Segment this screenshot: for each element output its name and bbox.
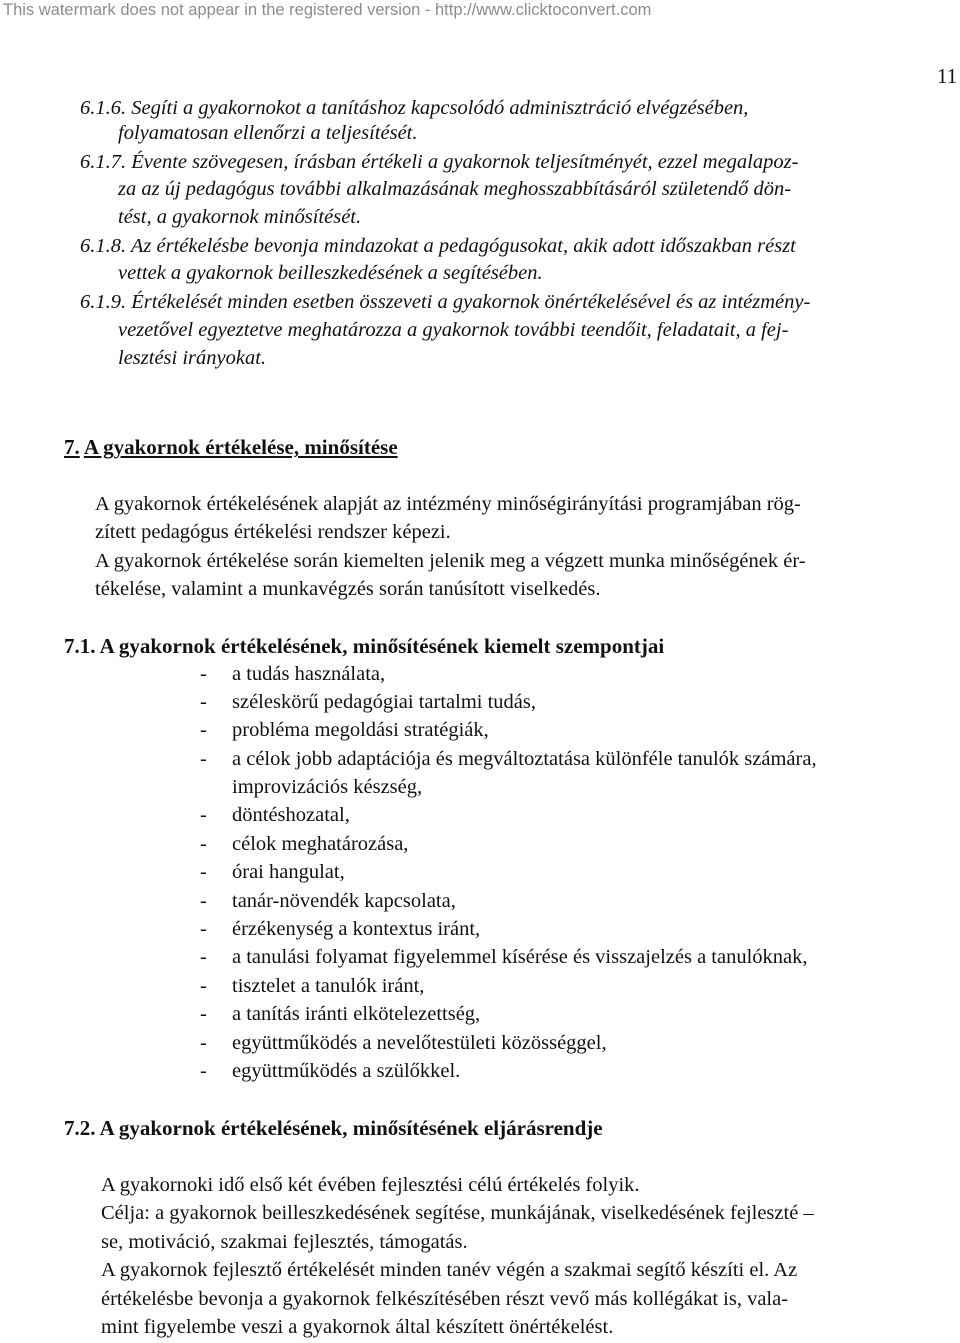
list-dash: -: [200, 804, 207, 826]
list-dash: -: [200, 663, 207, 685]
page-number: 11: [937, 64, 958, 88]
list-dash: -: [200, 1060, 207, 1082]
section-7-para-2-line-1: A gyakornok értékelése során kiemelten jelenik meg a végzett munka minőségének ér-: [95, 550, 806, 572]
list-item: - széleskörű pedagógiai tartalmi tudás,: [200, 688, 536, 716]
section-7-title: A gyakornok értékelése, minősítése: [83, 435, 398, 459]
list-dash: -: [200, 975, 207, 997]
section-7-2-line-5: értékelésbe bevonja a gyakornok felkészítésében részt vevő más kollégákat is, vala-: [101, 1288, 789, 1310]
list-dash: -: [200, 1032, 207, 1054]
section-7-2-line-4: A gyakornok fejlesztő értékelését minden tanév végén a szakmai segítő készíti el. Az: [101, 1259, 798, 1281]
section-7-1-heading: 7.1. A gyakornok értékelésének, minősítésének kiemelt szempontjai: [64, 634, 665, 658]
section-7-2-heading: 7.2. A gyakornok értékelésének, minősítésének eljárásrendje: [64, 1116, 603, 1140]
list-dash: -: [200, 918, 207, 940]
watermark-link[interactable]: http://www.clicktoconvert.com: [434, 1, 652, 19]
item-6-1-7-line-2: za az új pedagógus további alkalmazásának meghosszabbításáról születendő dön-: [118, 178, 792, 200]
item-6-1-9-line-3: lesztési irányokat.: [118, 347, 267, 369]
list-item: - együttműködés a szülőkkel.: [200, 1057, 460, 1085]
list-item: - döntéshozatal,: [200, 801, 350, 829]
item-6-1-7-line-1: 6.1.7. Évente szövegesen, írásban értékeli a gyakornok teljesítményét, ezzel megalapoz-: [80, 151, 799, 173]
list-item: - probléma megoldási stratégiák,: [200, 716, 489, 744]
list-item: - a tanulási folyamat figyelemmel kísérése és visszajelzés a tanulóknak,: [200, 943, 808, 971]
section-7-2-line-2: Célja: a gyakornok beilleszkedésének segítése, munkájának, viselkedésének fejleszté –: [101, 1202, 814, 1224]
section-7-2-line-3: se, motiváció, szakmai fejlesztés, támogatás.: [101, 1231, 468, 1253]
item-6-1-7-line-3: tést, a gyakornok minősítését.: [118, 206, 362, 228]
list-dash: -: [200, 1003, 207, 1025]
section-7-para-2-line-2: tékelése, valamint a munkavégzés során tanúsított viselkedés.: [95, 578, 601, 600]
item-6-1-6-line-1: 6.1.6. Segíti a gyakornokot a tanításhoz kapcsolódó adminisztráció elvégzésében,: [80, 97, 749, 119]
item-6-1-6-line-2: folyamatosan ellenőrzi a teljesítését.: [118, 122, 418, 144]
list-item: - a tudás használata,: [200, 660, 385, 688]
list-item: - a tanítás iránti elkötelezettség,: [200, 1000, 480, 1028]
section-7-2-line-6: mint figyelembe veszi a gyakornok által készített önértékelést.: [101, 1316, 614, 1338]
list-item-continuation: improvizációs készség,: [232, 776, 423, 798]
section-7-2-line-1: A gyakornoki idő első két évében fejlesztési célú értékelés folyik.: [101, 1174, 640, 1196]
list-dash: -: [200, 861, 207, 883]
list-item: - tisztelet a tanulók iránt,: [200, 972, 424, 1000]
section-7-para-1-line-2: zített pedagógus értékelési rendszer képezi.: [95, 521, 451, 543]
section-7-heading: [64, 433, 398, 461]
item-6-1-9-line-2: vezetővel egyeztetve meghatározza a gyakornok további teendőit, feladatait, a fej-: [118, 319, 789, 341]
list-item: - tanár-növendék kapcsolata,: [200, 887, 456, 915]
section-7-number: 7.: [64, 435, 80, 459]
section-7-para-1-line-1: A gyakornok értékelésének alapját az intézmény minőségirányítási programjában rög-: [95, 493, 801, 515]
list-dash: -: [200, 748, 207, 770]
item-6-1-8-line-1: 6.1.8. Az értékelésbe bevonja mindazokat a pedagógusokat, akik adott időszakban részt: [80, 235, 796, 257]
list-dash: -: [200, 691, 207, 713]
list-dash: -: [200, 946, 207, 968]
watermark-text: This watermark does not appear in the registered version -: [3, 1, 435, 19]
list-item: - a célok jobb adaptációja és megváltoztatása különféle tanulók számára,: [200, 745, 817, 773]
list-item: - együttműködés a nevelőtestületi közösséggel,: [200, 1029, 607, 1057]
item-6-1-8-line-2: vettek a gyakornok beilleszkedésének a segítésében.: [118, 262, 543, 284]
list-dash: -: [200, 833, 207, 855]
item-6-1-9-line-1: 6.1.9. Értékelését minden esetben összeveti a gyakornok önértékelésével és az intézmény-: [80, 291, 811, 313]
list-item: - célok meghatározása,: [200, 830, 408, 858]
list-dash: -: [200, 890, 207, 912]
list-item: - órai hangulat,: [200, 858, 345, 886]
list-item: - érzékenység a kontextus iránt,: [200, 915, 480, 943]
list-dash: -: [200, 719, 207, 741]
watermark-notice: [3, 0, 651, 20]
